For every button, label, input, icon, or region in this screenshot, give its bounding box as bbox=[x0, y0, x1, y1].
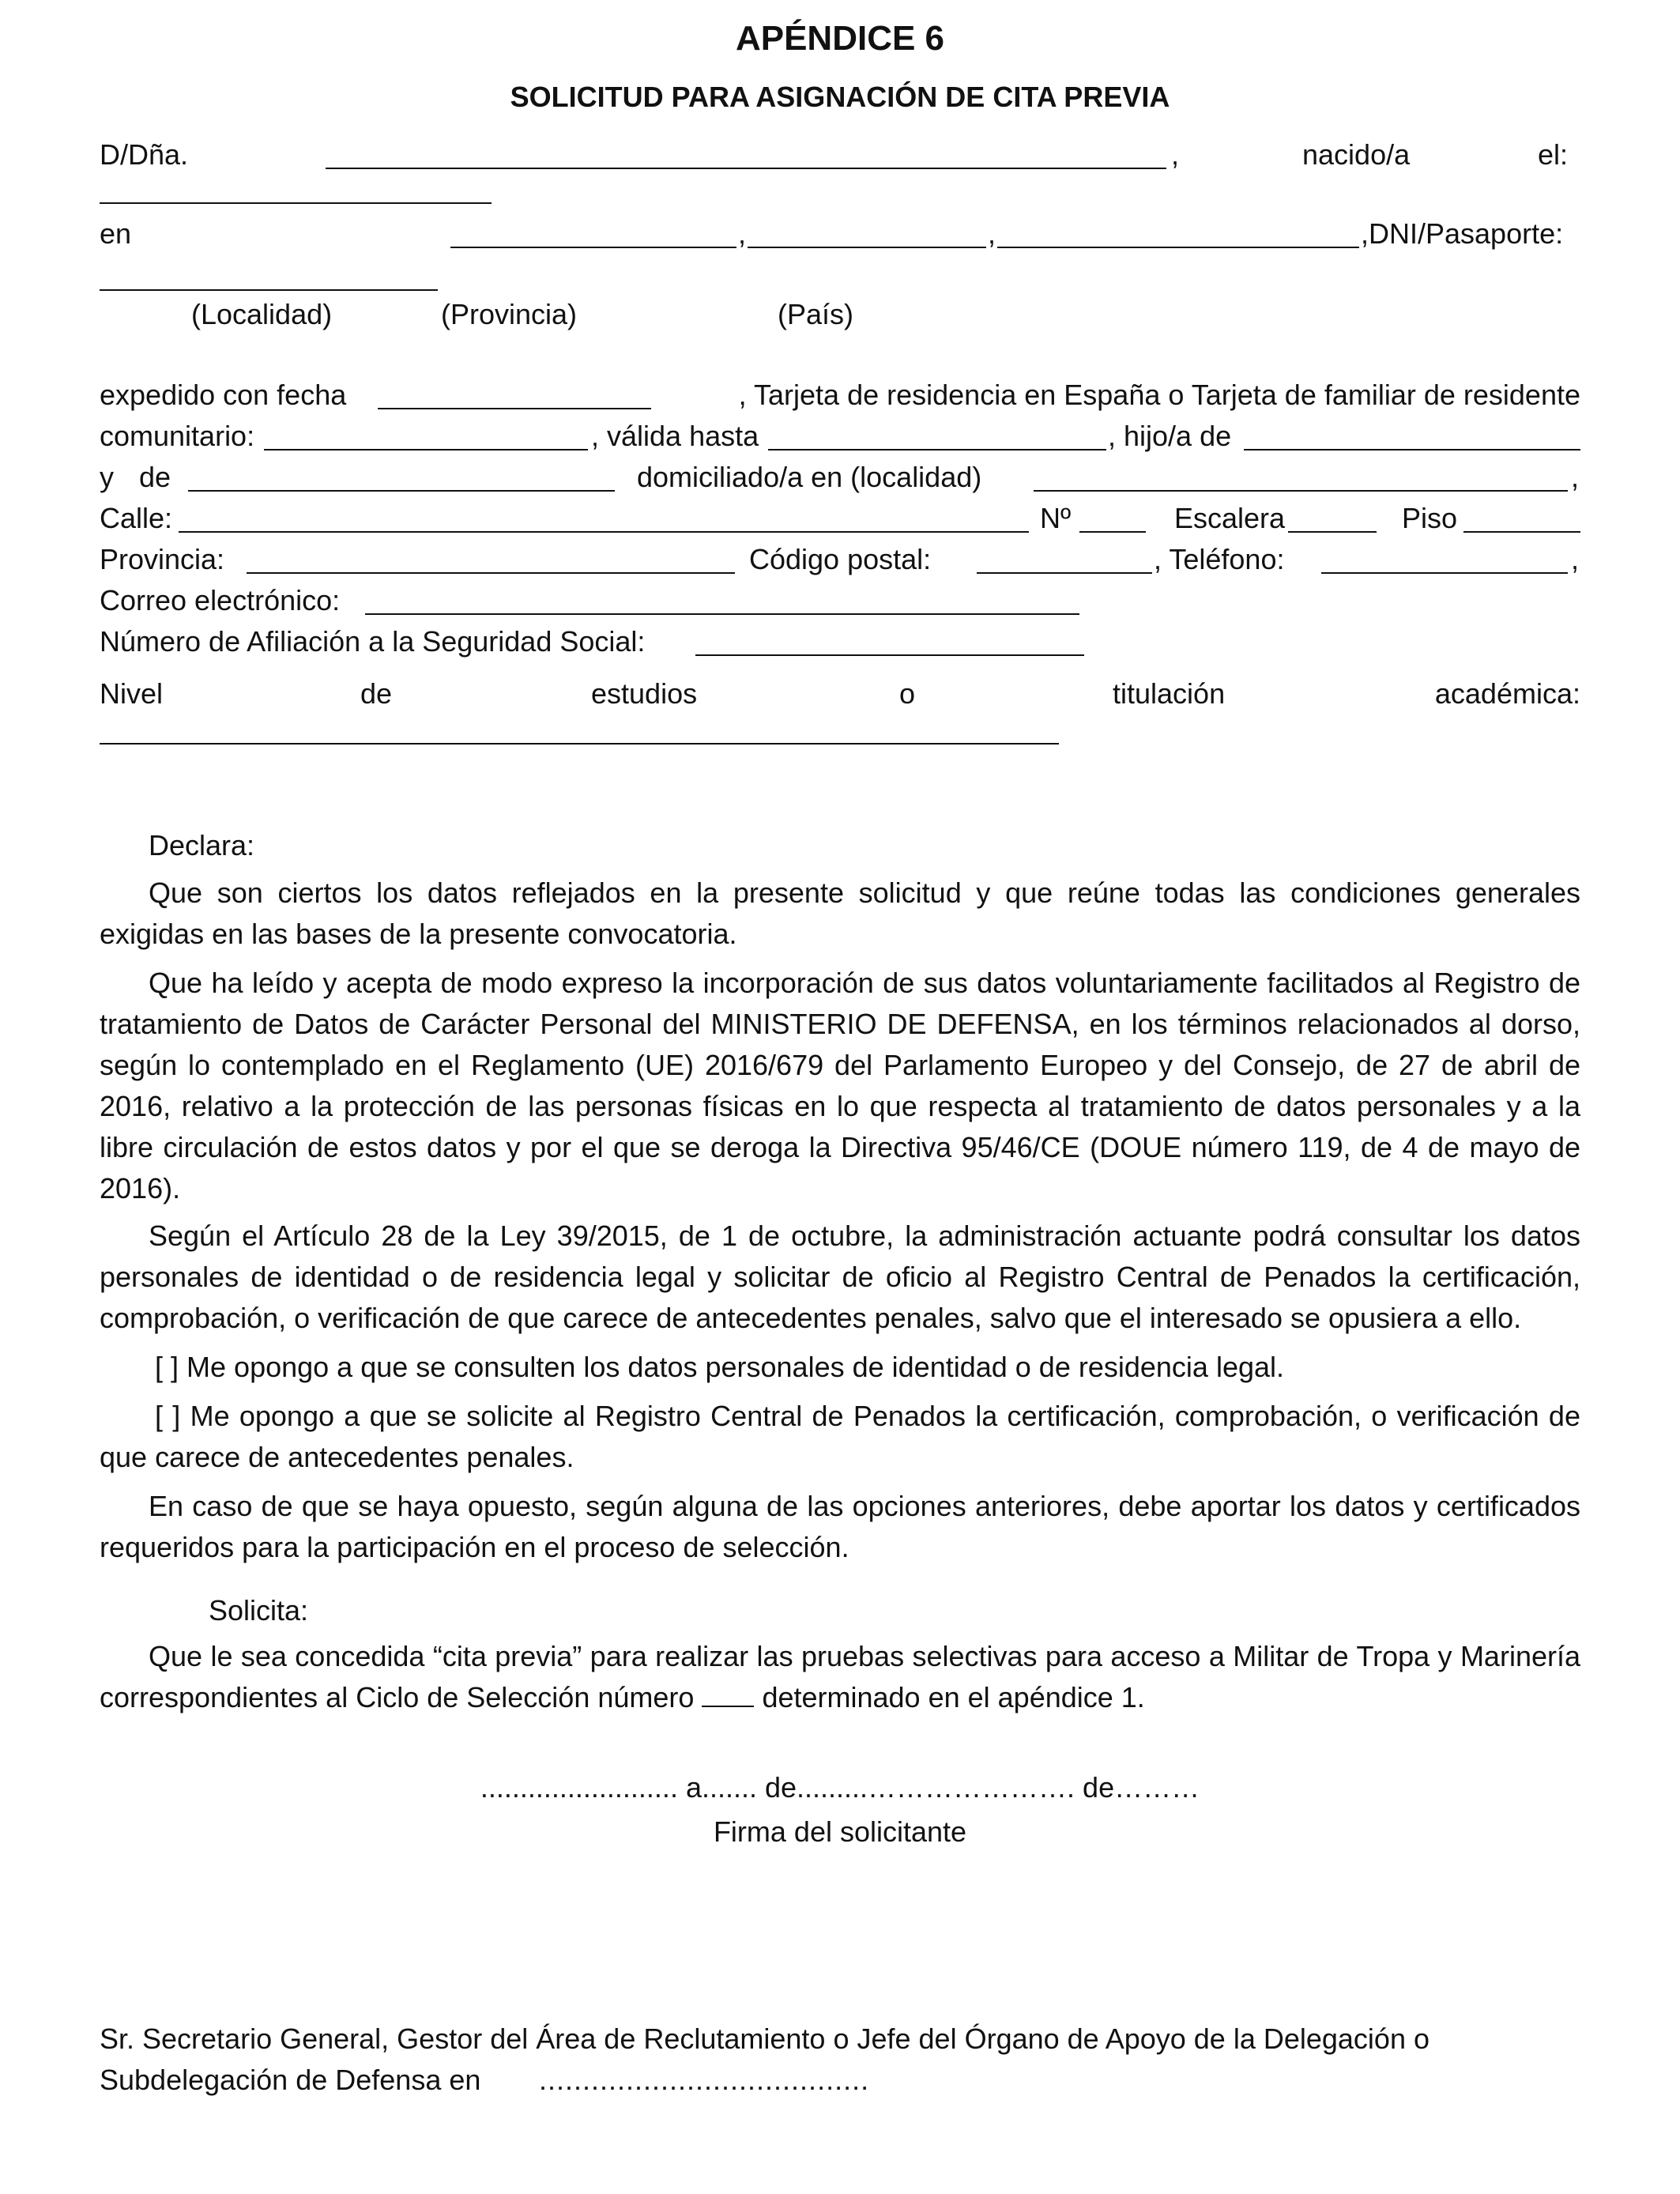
child-of-label: , hijo/a de bbox=[1108, 420, 1232, 452]
valid-until-field[interactable] bbox=[768, 449, 1106, 450]
opposition-option-1: [ ] Me opongo a que se consulten los datos personales de identidad o de residencia legal. bbox=[155, 1351, 1285, 1383]
request-heading: Solicita: bbox=[209, 1594, 309, 1627]
province-label: Provincia: bbox=[100, 543, 225, 575]
province-field[interactable] bbox=[247, 572, 735, 574]
row-birthplace: en , , ,DNI/Pasaporte: bbox=[100, 213, 1580, 254]
born-on-label: el: bbox=[1538, 138, 1569, 171]
postal-code-field[interactable] bbox=[977, 572, 1152, 574]
opposition-checkbox-2[interactable]: [ ] bbox=[155, 1400, 181, 1432]
name-label: D/Dña. bbox=[100, 138, 189, 171]
row-hints bbox=[100, 294, 1580, 335]
number-field[interactable] bbox=[1079, 531, 1146, 533]
mother-name-field[interactable] bbox=[188, 490, 615, 492]
residence-card-label: , Tarjeta de residencia en España o Tarjeta de familiar de residente bbox=[738, 379, 1580, 411]
form-subtitle: SOLICITUD PARA ASIGNACIÓN DE CITA PREVIA bbox=[510, 81, 1170, 113]
staircase-label: Escalera bbox=[1174, 502, 1286, 534]
delegation-field[interactable]: ...................................... bbox=[539, 2064, 870, 2096]
street-label: Calle: bbox=[100, 502, 173, 534]
hint-country: (País) bbox=[778, 298, 854, 330]
education-field[interactable] bbox=[100, 743, 1059, 745]
hint-locality: (Localidad) bbox=[191, 298, 333, 330]
postal-label: Código postal: bbox=[749, 543, 932, 575]
ss-number-field[interactable] bbox=[695, 654, 1084, 656]
floor-field[interactable] bbox=[1463, 531, 1580, 533]
email-field[interactable] bbox=[365, 613, 1079, 615]
floor-label: Piso bbox=[1402, 502, 1458, 534]
ss-label: Número de Afiliación a la Seguridad Social: bbox=[100, 625, 646, 658]
in-label: en bbox=[100, 217, 132, 250]
row-issued bbox=[100, 375, 1580, 416]
row-mother: y de domiciliado/a en (localidad) , bbox=[100, 457, 1580, 498]
valid-until-label: , válida hasta bbox=[591, 420, 759, 452]
street-field[interactable] bbox=[179, 531, 1029, 533]
row-social-security bbox=[100, 621, 1580, 662]
row-email bbox=[100, 580, 1580, 621]
declaration-heading: Declara: bbox=[149, 829, 255, 861]
issued-date-field[interactable] bbox=[378, 408, 651, 409]
birth-province-field[interactable] bbox=[748, 247, 986, 248]
declaration-p4: En caso de que se haya opuesto, según alguna de las opciones anteriores, debe aportar los datos y certificados requeridos para la participación en el proceso de selección. bbox=[100, 1490, 1580, 1563]
birth-locality-field[interactable] bbox=[450, 247, 736, 248]
request-paragraph: Que le sea concedida “cita previa” para realizar las pruebas selectivas para acceso a Militar de Tropa y Marinería correspondientes al Ciclo de Selección número determinado en el apéndice 1. bbox=[100, 1640, 1580, 1713]
hint-province: (Provincia) bbox=[441, 298, 578, 330]
community-label: comunitario: bbox=[100, 420, 255, 452]
declaration-p3: Según el Artículo 28 de la Ley 39/2015, de 1 de octubre, la administración actuante podrá consultar los datos personales de identidad o de residencia legal y solicitar de oficio al Registro Central de Penados la certificación, comprobación, o verificación de que carece de antecedentes penales, salvo que el interesado se opusiera a ello. bbox=[100, 1220, 1580, 1334]
issued-label: expedido con fecha bbox=[100, 379, 347, 411]
card-number-field[interactable] bbox=[264, 449, 588, 450]
number-label: Nº bbox=[1040, 502, 1072, 534]
signature-label: Firma del solicitante bbox=[713, 1815, 967, 1848]
phone-field[interactable] bbox=[1321, 572, 1568, 574]
opposition-checkbox-1[interactable]: [ ] bbox=[155, 1351, 179, 1383]
addressee-line-1: Sr. Secretario General, Gestor del Área de Reclutamiento o Jefe del Órgano de Apoyo de la Delegación o bbox=[100, 2022, 1430, 2055]
declaration-p1: Que son ciertos los datos reflejados en la presente solicitud y que reúne todas las condiciones generales exigidas en las bases de la presente convocatoria. bbox=[100, 876, 1580, 950]
residence-locality-field[interactable] bbox=[1034, 490, 1568, 492]
dni-label: ,DNI/Pasaporte: bbox=[1361, 217, 1564, 250]
row-community bbox=[100, 416, 1580, 457]
declaration-p2: Que ha leído y acepta de modo expreso la incorporación de sus datos voluntariamente facilitados al Registro de tratamiento de Datos de Carácter Personal del MINISTERIO DE DEFENSA, en los términos relacionados al dorso, según lo contemplado en el Reglamento (UE) 2016/679 del Parlamento Europeo y del Consejo, de 27 de abril de 2016, relativo a la protección de las personas físicas en lo que respecta al tratamiento de datos personales y a la libre circulación de estos datos y por el que se deroga la Directiva 95/46/CE (DOUE número 119, de 4 de mayo de 2016). bbox=[100, 967, 1580, 1204]
dni-field[interactable] bbox=[100, 289, 438, 291]
row-street bbox=[100, 498, 1580, 539]
phone-label: , Teléfono: bbox=[1154, 543, 1285, 575]
addressee-line-2: Subdelegación de Defensa en ...................................... bbox=[100, 2060, 1580, 2101]
birthdate-field[interactable] bbox=[100, 202, 492, 204]
row-education: Nivel de estudios o titulación académica: bbox=[100, 677, 1580, 710]
born-label: nacido/a bbox=[1302, 138, 1411, 171]
row-name: D/Dña. , nacido/a el: bbox=[100, 134, 1580, 175]
name-field[interactable] bbox=[326, 168, 1166, 169]
father-name-field[interactable] bbox=[1244, 449, 1580, 450]
place-date-line: ......................... a....... de.........…………………. de……… bbox=[480, 1771, 1200, 1804]
opposition-option-2: [ ] Me opongo a que se solicite al Registro Central de Penados la certificación, comprobación, o verificación de que carece de antecedentes penales. bbox=[100, 1400, 1580, 1473]
domiciled-label: domiciliado/a en (localidad) bbox=[637, 461, 982, 493]
birth-country-field[interactable] bbox=[997, 247, 1359, 248]
row-province: Provincia: Código postal: , Teléfono: , bbox=[100, 539, 1580, 580]
appendix-title: APÉNDICE 6 bbox=[735, 19, 945, 58]
email-label: Correo electrónico: bbox=[100, 584, 341, 616]
staircase-field[interactable] bbox=[1288, 531, 1377, 533]
cycle-number-field[interactable] bbox=[702, 1682, 754, 1707]
